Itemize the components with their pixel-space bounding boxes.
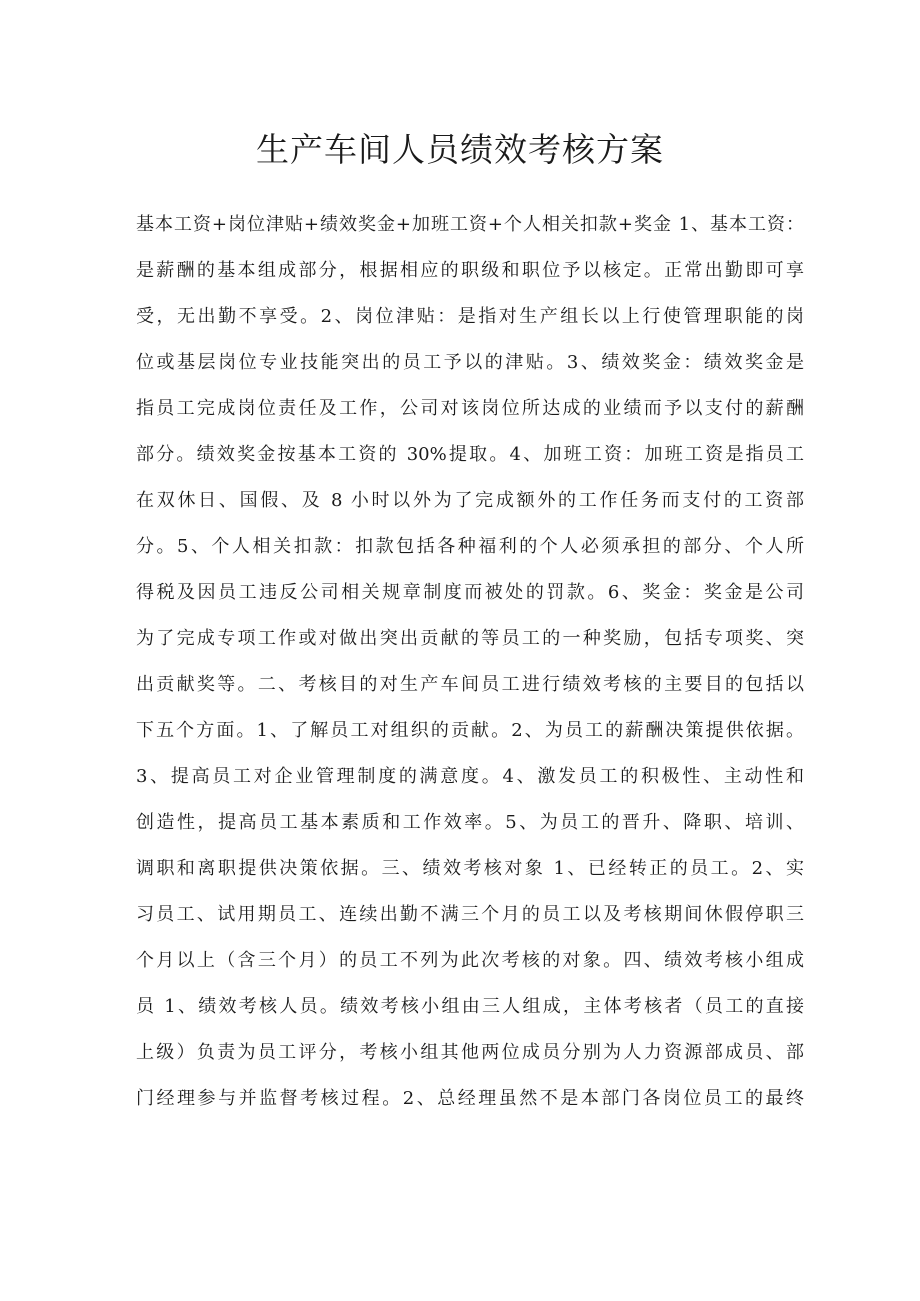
body-line: 部分。绩效奖金按基本工资的 30%提取。4、加班工资：加班工资是指员工 xyxy=(136,444,804,465)
body-line: 基本工资+岗位津贴+绩效奖金+加班工资+个人相关扣款+奖金 1、基本工资： xyxy=(136,214,804,235)
body-line: 门经理参与并监督考核过程。2、总经理虽然不是本部门各岗位员工的最终 xyxy=(136,1088,804,1109)
document-body xyxy=(136,202,804,1122)
body-line: 员 1、绩效考核人员。绩效考核小组由三人组成，主体考核者（员工的直接 xyxy=(136,996,804,1017)
body-line: 受，无出勤不享受。2、岗位津贴：是指对生产组长以上行使管理职能的岗 xyxy=(136,306,804,327)
body-line: 调职和离职提供决策依据。三、绩效考核对象 1、已经转正的员工。2、实 xyxy=(136,858,804,879)
body-line: 习员工、试用期员工、连续出勤不满三个月的员工以及考核期间休假停职三 xyxy=(136,904,804,925)
body-line: 为了完成专项工作或对做出突出贡献的等员工的一种奖励，包括专项奖、突 xyxy=(136,628,804,649)
body-line: 在双休日、国假、及 8 小时以外为了完成额外的工作任务而支付的工资部 xyxy=(136,490,804,511)
body-line: 3、提高员工对企业管理制度的满意度。4、激发员工的积极性、主动性和 xyxy=(136,766,804,787)
body-line: 是薪酬的基本组成部分，根据相应的职级和职位予以核定。正常出勤即可享 xyxy=(136,260,804,281)
body-line: 下五个方面。1、了解员工对组织的贡献。2、为员工的薪酬决策提供依据。 xyxy=(136,720,804,741)
body-line: 上级）负责为员工评分，考核小组其他两位成员分别为人力资源部成员、部 xyxy=(136,1042,804,1063)
document-title: 生产车间人员绩效考核方案 xyxy=(256,130,664,169)
body-line: 分。5、个人相关扣款：扣款包括各种福利的个人必须承担的部分、个人所 xyxy=(136,536,804,557)
body-line: 个月以上（含三个月）的员工不列为此次考核的对象。四、绩效考核小组成 xyxy=(136,950,804,971)
body-line: 创造性，提高员工基本素质和工作效率。5、为员工的晋升、降职、培训、 xyxy=(136,812,804,833)
body-line: 位或基层岗位专业技能突出的员工予以的津贴。3、绩效奖金：绩效奖金是 xyxy=(136,352,804,373)
body-line: 指员工完成岗位责任及工作，公司对该岗位所达成的业绩而予以支付的薪酬 xyxy=(136,398,804,419)
body-line: 出贡献奖等。二、考核目的对生产车间员工进行绩效考核的主要目的包括以 xyxy=(136,674,804,695)
body-line: 得税及因员工违反公司相关规章制度而被处的罚款。6、奖金：奖金是公司 xyxy=(136,582,804,603)
